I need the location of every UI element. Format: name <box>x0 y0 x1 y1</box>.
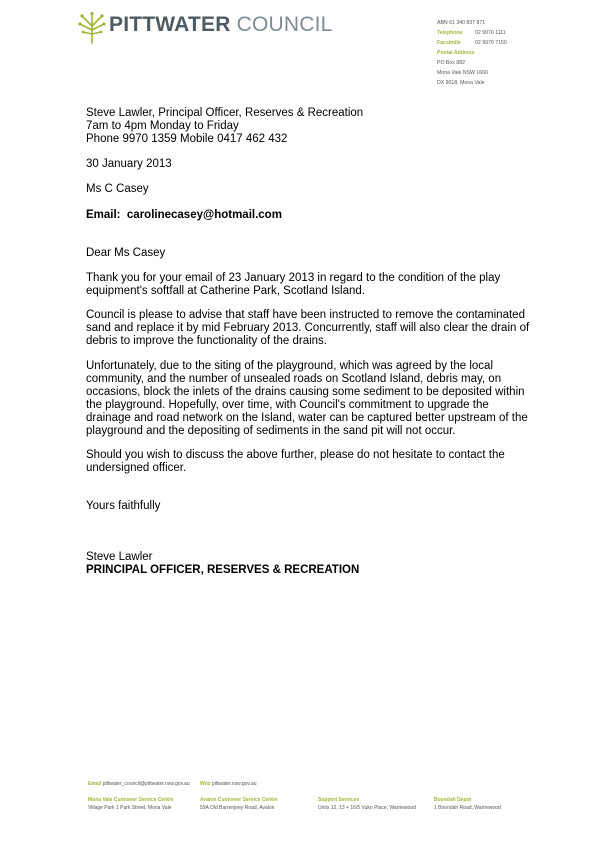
footer-email-line <box>88 780 190 788</box>
paragraph-2-line: debris to improve the functionality of the drains. <box>86 335 327 347</box>
postal-line-3: DX 9018, Mona Vale <box>437 80 485 86</box>
paragraph-3-line: the playground. Hopefully, over time, with Council's commitment to upgrade the <box>86 399 489 411</box>
sender-line-3: Phone 9970 1359 Mobile 0417 462 432 <box>86 133 288 145</box>
footer-office-boondah <box>434 796 501 812</box>
paragraph-4-line: Should you wish to discuss the above further, please do not hesitate to contact the <box>86 449 505 461</box>
email-value: carolinecasey@hotmail.com <box>126 209 282 221</box>
postal-label: Postal Address <box>437 50 475 56</box>
office-address: 1 Boondah Road, Warriewood <box>434 805 501 811</box>
paragraph-3-line: occasions, block the inlets of the drains causing some sediment to be deposited within <box>86 386 525 398</box>
office-name: Support Services <box>318 797 360 803</box>
facsimile-value: 02 9970 7150 <box>475 40 507 46</box>
office-name: Avalon Customer Service Centre <box>200 797 278 803</box>
logo-word-light: COUNCIL <box>236 13 333 36</box>
paragraph-3-line: drainage and road network on the Island, water can be captured better upstream of the <box>86 412 528 424</box>
office-name: Boondah Depot <box>434 797 472 803</box>
footer-web-label: Web <box>200 781 211 787</box>
postal-line-2: Mona Vale NSW 1660 <box>437 70 488 76</box>
abn-line: ABN 61 340 837 871 <box>437 20 486 26</box>
footer-office-mona-vale <box>88 796 174 812</box>
signer-title: PRINCIPAL OFFICER, RESERVES & RECREATION <box>86 564 360 576</box>
closing: Yours faithfully <box>86 500 161 512</box>
salutation: Dear Ms Casey <box>86 247 166 259</box>
footer-office-avalon <box>200 796 278 812</box>
signer-name: Steve Lawler <box>86 551 153 563</box>
council-logo-icon <box>78 12 106 44</box>
footer-web-value[interactable]: pittwater.nsw.gov.au <box>211 781 257 787</box>
paragraph-1-line: Thank you for your email of 23 January 2013 in regard to the condition of the play <box>86 272 501 284</box>
sender-line-1: Steve Lawler, Principal Officer, Reserves & Recreation <box>86 107 364 119</box>
office-name: Mona Vale Customer Service Centre <box>88 797 174 803</box>
office-address: Village Park 1 Park Street, Mona Vale <box>88 805 172 811</box>
telephone-line <box>437 28 506 38</box>
paragraph-1-line: equipment's softfall at Catherine Park, Scotland Island. <box>86 285 365 297</box>
sender-line-2: 7am to 4pm Monday to Friday <box>86 120 239 132</box>
telephone-label: Telephone <box>437 30 463 36</box>
footer-email-label: Email <box>88 781 102 787</box>
paragraph-4-line: undersigned officer. <box>86 462 187 474</box>
facsimile-label: Facsimile <box>437 40 461 46</box>
office-address: Units 12, 13 + 16/5 Vuko Place, Warriewood <box>318 805 416 811</box>
facsimile-line <box>437 38 507 48</box>
letter-date: 30 January 2013 <box>86 158 172 170</box>
recipient-name: Ms C Casey <box>86 183 149 195</box>
paragraph-3-line: community, and the number of unsealed roads on Scotland Island, debris may, on <box>86 373 502 385</box>
paragraph-3-line: Unfortunately, due to the siting of the playground, which was agreed by the local <box>86 360 494 372</box>
email-label: Email: <box>86 209 121 221</box>
footer-email-value[interactable]: pittwater_council@pittwater.nsw.gov.au <box>102 781 190 787</box>
paragraph-2-line: Council is please to advise that staff have been instructed to remove the contaminated <box>86 309 525 321</box>
council-logo <box>109 12 333 38</box>
postal-line-1: PO Box 882 <box>437 60 465 66</box>
footer-office-support <box>318 796 416 812</box>
logo-word-bold: PITTWATER <box>109 13 231 36</box>
telephone-value: 02 9970 1111 <box>475 30 506 36</box>
paragraph-2-line: sand and replace it by mid February 2013. Concurrently, staff will also clear the drain of <box>86 322 530 334</box>
office-address: 59A Old Barrenjoey Road, Avalon <box>200 805 275 811</box>
footer-web-line <box>200 780 257 788</box>
paragraph-3-line: playground and the depositing of sediments in the sand pit will not occur. <box>86 425 456 437</box>
email-line <box>86 209 282 223</box>
